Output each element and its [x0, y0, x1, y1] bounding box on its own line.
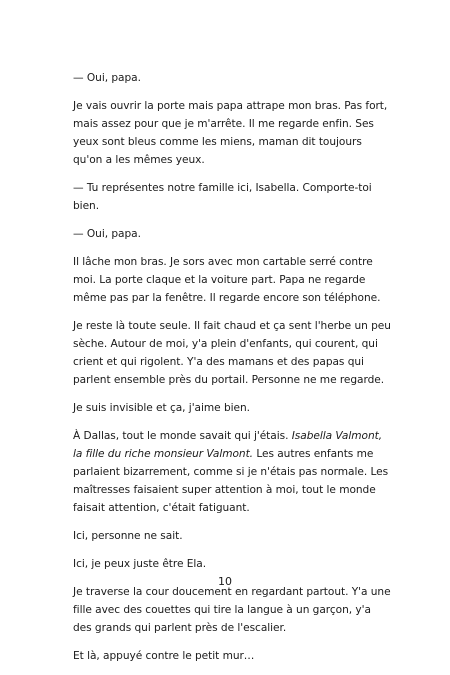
page-number: 10 — [218, 575, 232, 588]
paragraph-8-italic: Isabella Valmont, la fille du riche monsieur Valmont. — [73, 430, 383, 460]
paragraph-7: Je suis invisible et ça, j'aime bien. — [73, 402, 250, 414]
paragraph-10: Ici, je peux juste être Ela. — [73, 558, 207, 570]
paragraph-6: Je reste là toute seule. Il fait chaud et ça sent l'herbe un peu sèche. Autour de moi, y'a plein d'enfants, qui courent, qui crient et qui rigolent. Y'a des mamans et des papas qui parlent ensemble près du portail. Personne ne me regarde. — [73, 320, 391, 386]
paragraph-9: Ici, personne ne sait. — [73, 530, 183, 542]
paragraph-8-before: À Dallas, tout le monde savait qui j'étais. — [73, 430, 292, 442]
paragraph-8-after: Les autres enfants me parlaient bizarrement, comme si je n'étais pas normale. Les maîtresses faisaient super attention à moi, tout le monde faisait attention, c'était fatiguant. — [73, 448, 389, 514]
paragraph-8 — [73, 427, 391, 517]
paragraph-2: Je vais ouvrir la porte mais papa attrape mon bras. Pas fort, mais assez pour que je m'arrête. Il me regarde enfin. Ses yeux sont bleus comme les miens, maman dit toujours qu'on a les mêmes yeux. — [73, 100, 388, 166]
paragraph-4: — Oui, papa. — [73, 228, 141, 240]
paragraph-3: — Tu représentes notre famille ici, Isabella. Comporte-toi bien. — [73, 182, 372, 212]
paragraph-12: Et là, appuyé contre le petit mur… — [73, 650, 255, 662]
paragraph-11: Je traverse la cour doucement en regardant partout. Y'a une fille avec des couettes qui tire la langue à un garçon, y'a des grands qui parlent près de l'escalier. — [73, 586, 391, 634]
paragraph-5: Il lâche mon bras. Je sors avec mon cartable serré contre moi. La porte claque et la voiture part. Papa ne regarde même pas par la fenêtre. Il regarde encore son téléphone. — [73, 256, 381, 304]
paragraph-1: — Oui, papa. — [73, 72, 141, 84]
